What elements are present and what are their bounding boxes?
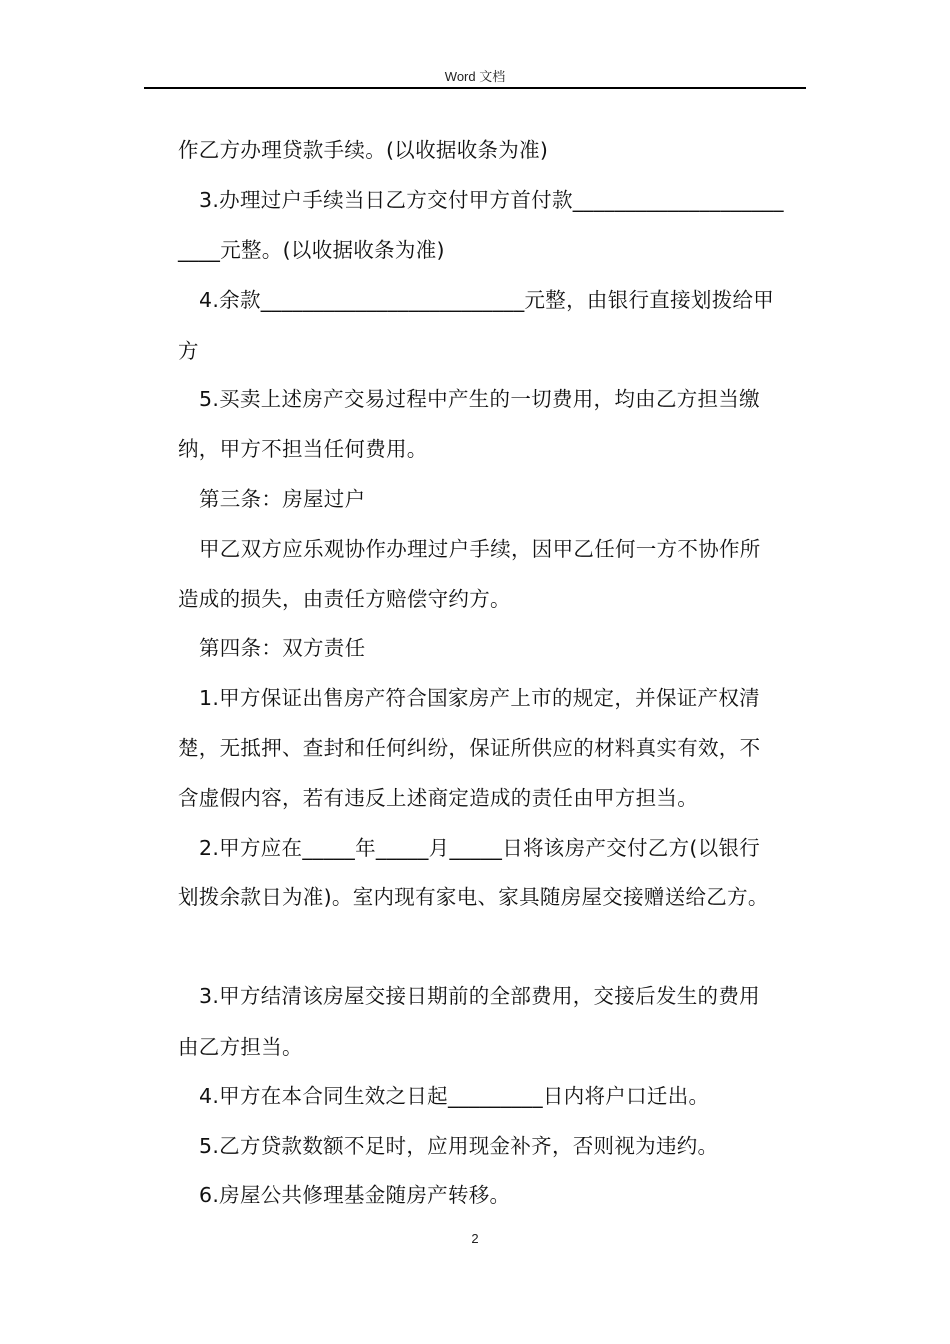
text-line: 楚，无抵押、查封和任何纠纷，保证所供应的材料真实有效，不 xyxy=(178,736,761,760)
text-line: 纳，甲方不担当任何费用。 xyxy=(178,437,428,461)
text-line: 方 xyxy=(178,339,199,363)
page-header: Word 文档 xyxy=(444,69,506,84)
text-line: ____元整。(以收据收条为准) xyxy=(178,238,445,262)
header-rule xyxy=(144,87,806,89)
text-line: 4.甲方在本合同生效之日起_________日内将户口迁出。 xyxy=(199,1084,710,1108)
text-line: 2.甲方应在_____年_____月_____日将该房产交付乙方(以银行 xyxy=(199,836,761,860)
text-line: 1.甲方保证出售房产符合国家房产上市的规定，并保证产权清 xyxy=(199,686,760,710)
text-line: 划拨余款日为准)。室内现有家电、家具随房屋交接赠送给乙方。 xyxy=(178,885,769,909)
text-line: 含虚假内容，若有违反上述商定造成的责任由甲方担当。 xyxy=(178,786,698,810)
text-line: 由乙方担当。 xyxy=(178,1035,303,1059)
text-line: 作乙方办理贷款手续。(以收据收条为准) xyxy=(178,138,549,162)
text-line: 3.甲方结清该房屋交接日期前的全部费用，交接后发生的费用 xyxy=(199,984,760,1008)
text-line: 3.办理过户手续当日乙方交付甲方首付款____________________ xyxy=(199,188,784,212)
text-line: 6.房屋公共修理基金随房产转移。 xyxy=(199,1183,511,1207)
text-line: 造成的损失，由责任方赔偿守约方。 xyxy=(178,587,511,611)
section-heading: 第三条：房屋过户 xyxy=(199,487,366,511)
section-heading: 第四条：双方责任 xyxy=(199,636,366,660)
text-line: 4.余款_________________________元整，由银行直接划拨给甲 xyxy=(199,288,775,312)
text-line: 5.乙方贷款数额不足时，应用现金补齐，否则视为违约。 xyxy=(199,1134,719,1158)
text-line: 5.买卖上述房产交易过程中产生的一切费用，均由乙方担当缴 xyxy=(199,387,760,411)
page-number: 2 xyxy=(471,1231,479,1246)
text-line: 甲乙双方应乐观协作办理过户手续，因甲乙任何一方不协作所 xyxy=(199,537,761,561)
